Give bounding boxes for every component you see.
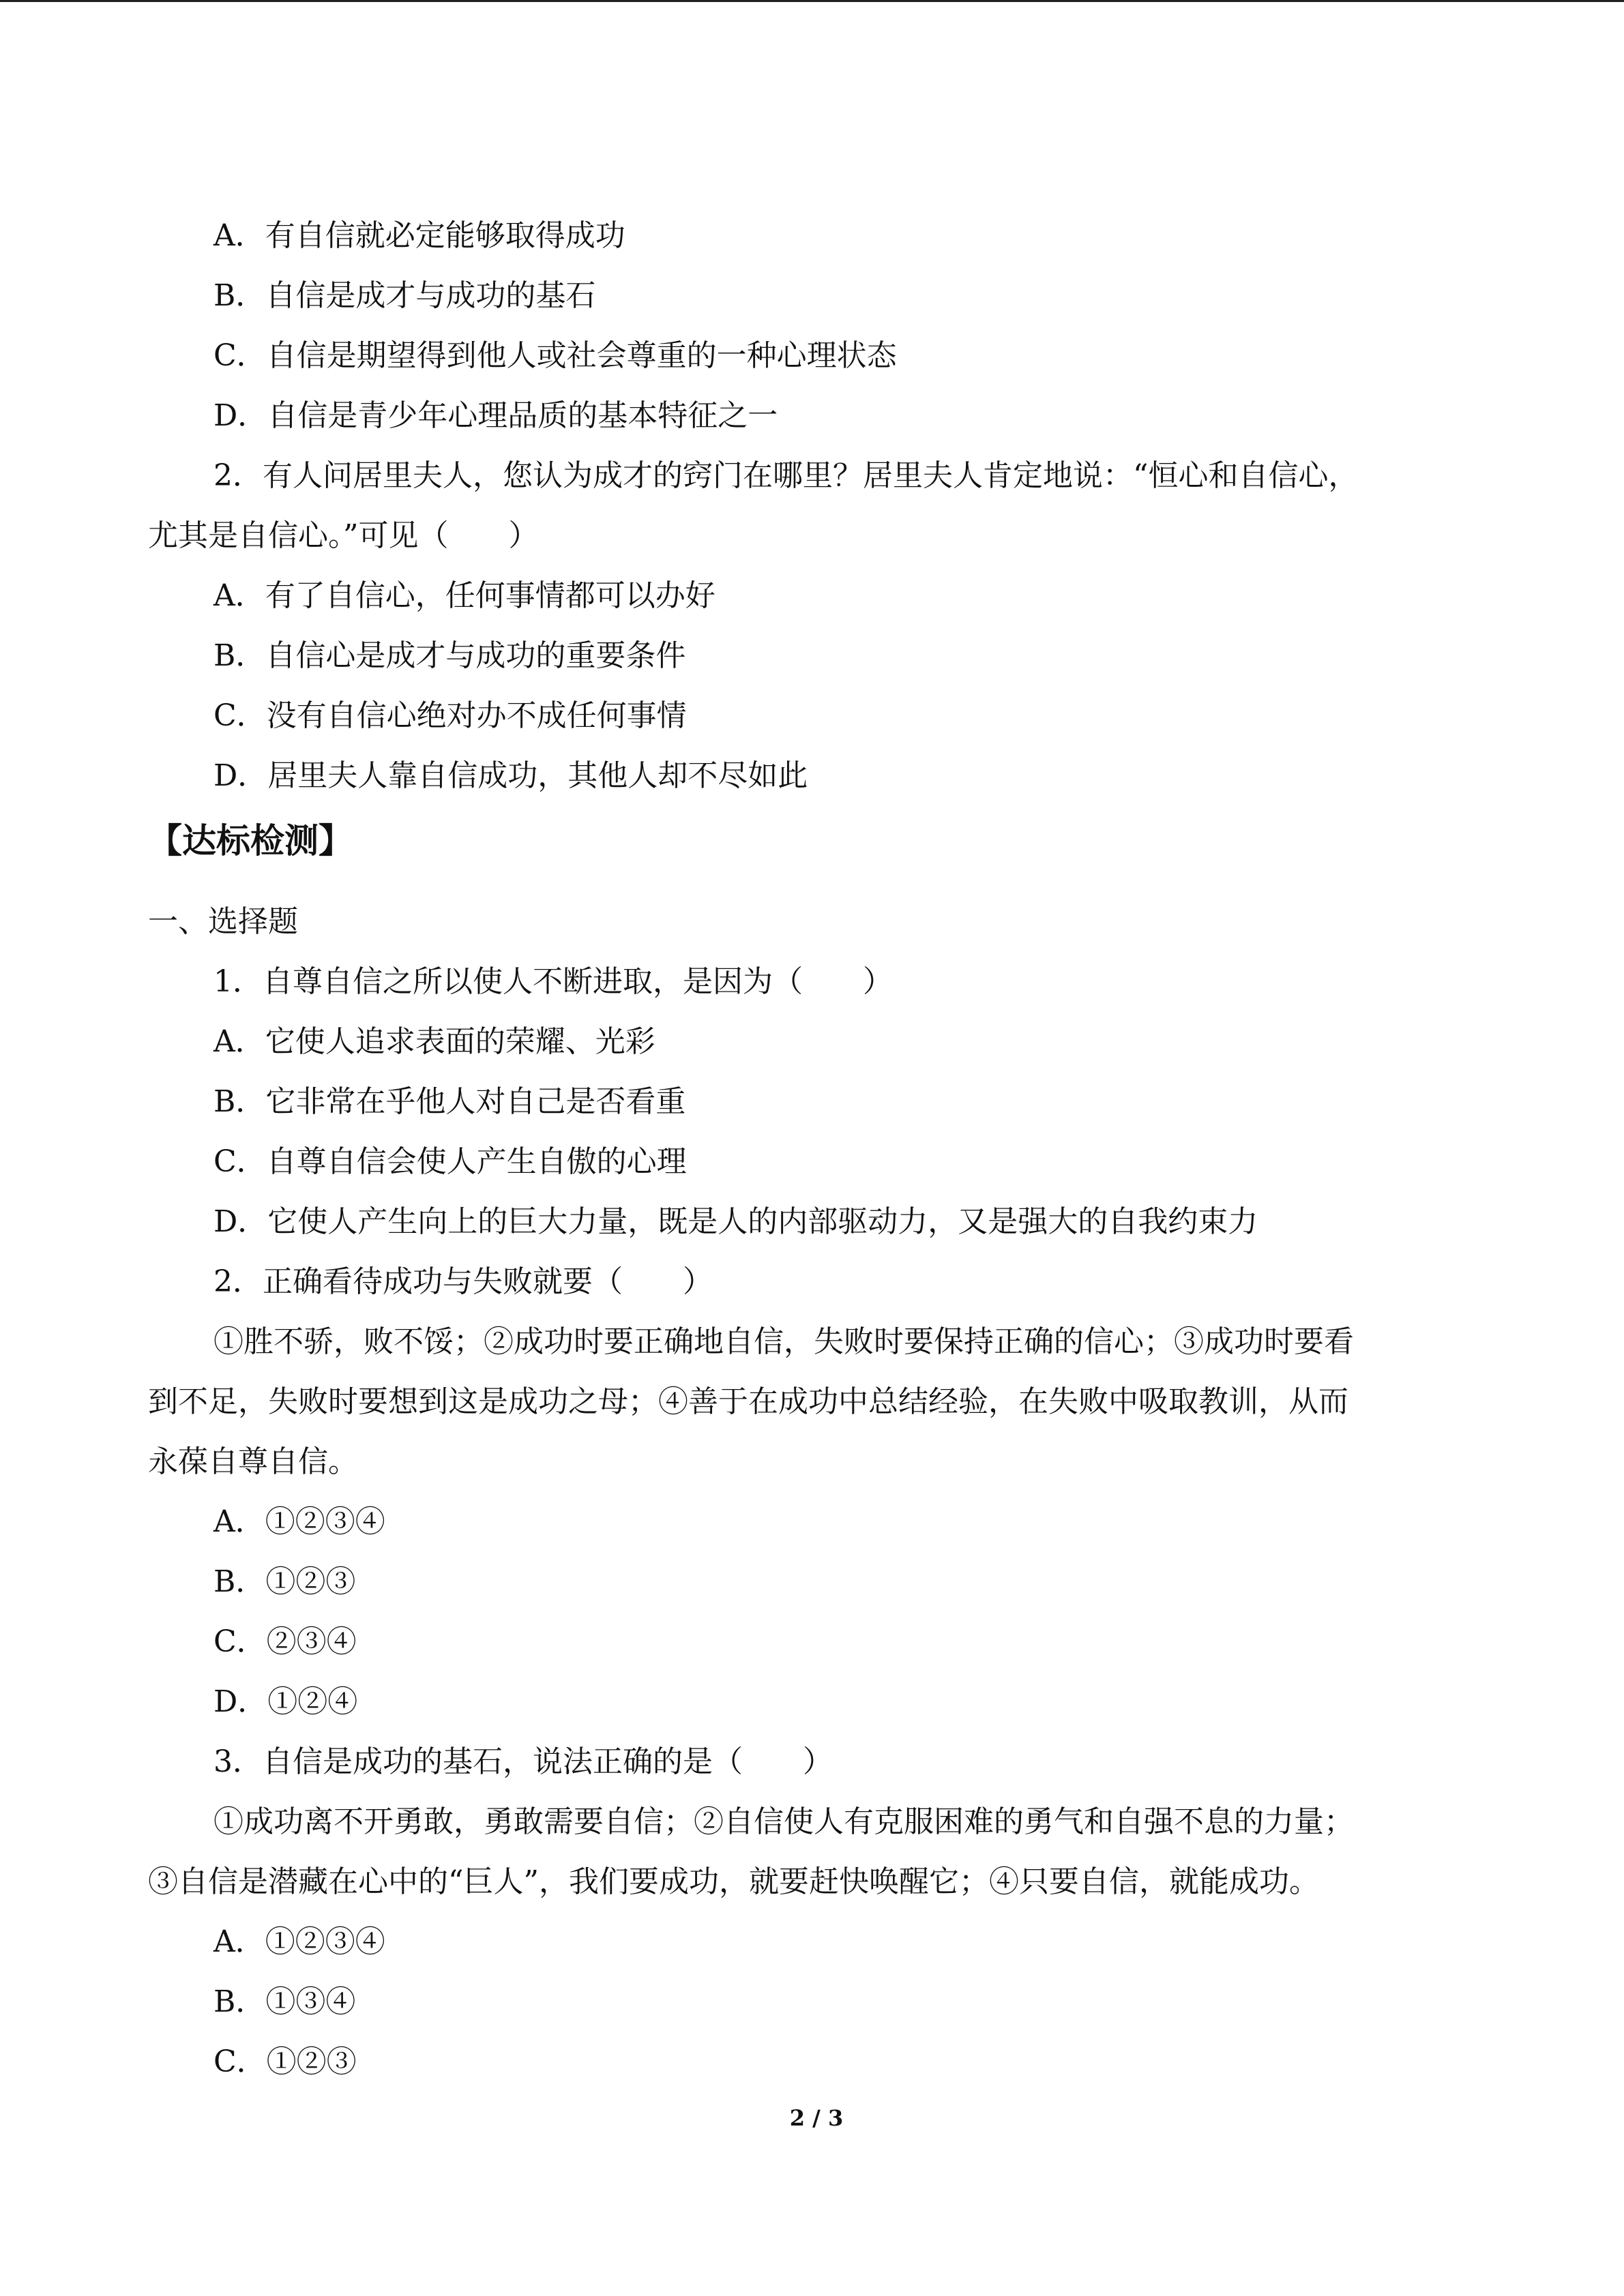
option-a: A．①②③④: [213, 1504, 385, 1539]
option-d: D．居里夫人靠自信成功，其他人却不尽如此: [213, 758, 808, 793]
option-a: A．①②③④: [213, 1924, 385, 1959]
option-a: A．有自信就必定能够取得成功: [213, 218, 625, 253]
option-d: D．它使人产生向上的巨大力量，既是人的内部驱动力，又是强大的自我约束力: [213, 1204, 1258, 1239]
option-b: B．①②③: [213, 1564, 356, 1599]
option-c: C．①②③: [213, 2044, 357, 2079]
question-2: 2．正确看待成功与失败就要（ ）: [213, 1264, 713, 1299]
option-c: C．没有自信心绝对办不成任何事情: [213, 698, 687, 733]
option-b: B．自信心是成才与成功的重要条件: [213, 638, 686, 673]
option-a: A．它使人追求表面的荣耀、光彩: [213, 1024, 655, 1059]
option-c: C．自信是期望得到他人或社会尊重的一种心理状态: [213, 338, 897, 373]
question-3-stem-continued: ③自信是潜藏在心中的“巨人”，我们要成功，就要赶快唤醒它；④只要自信，就能成功。: [148, 1864, 1319, 1899]
question-1: 1．自尊自信之所以使人不断进取，是因为（ ）: [213, 964, 893, 999]
question-2-stem-end: 永葆自尊自信。: [148, 1444, 358, 1479]
option-d: D．①②④: [213, 1684, 358, 1719]
document-page: [148, 0, 1485, 2296]
question-3-stem: ①成功离不开勇敢，勇敢需要自信；②自信使人有克服困难的勇气和自强不息的力量；: [213, 1804, 1354, 1839]
question-2-stem-continued: 到不足，失败时要想到这是成功之母；④善于在成功中总结经验，在失败中吸取教训，从而: [148, 1384, 1348, 1419]
section-heading: 【达标检测】: [148, 821, 353, 861]
question-text-continued: 尤其是自信心。”可见（ ）: [148, 518, 539, 553]
option-a: A．有了自信心，任何事情都可以办好: [213, 578, 715, 613]
option-b: B．①③④: [213, 1984, 356, 2019]
question-text: 2．有人问居里夫人，您认为成才的窍门在哪里？居里夫人肯定地说：“恒心和自信心，: [213, 458, 1359, 493]
question-2-stem: ①胜不骄，败不馁；②成功时要正确地自信，失败时要保持正确的信心；③成功时要看: [213, 1324, 1354, 1359]
option-b: B．自信是成才与成功的基石: [213, 278, 596, 313]
option-b: B．它非常在乎他人对自己是否看重: [213, 1084, 686, 1119]
question-3: 3．自信是成功的基石，说法正确的是（ ）: [213, 1744, 833, 1779]
option-c: C．自尊自信会使人产生自傲的心理: [213, 1144, 687, 1179]
option-d: D．自信是青少年心理品质的基本特征之一: [213, 398, 778, 433]
section-subheading: 一、选择题: [148, 904, 298, 939]
option-c: C．②③④: [213, 1624, 357, 1659]
page-number: 2 / 3: [789, 2105, 844, 2131]
